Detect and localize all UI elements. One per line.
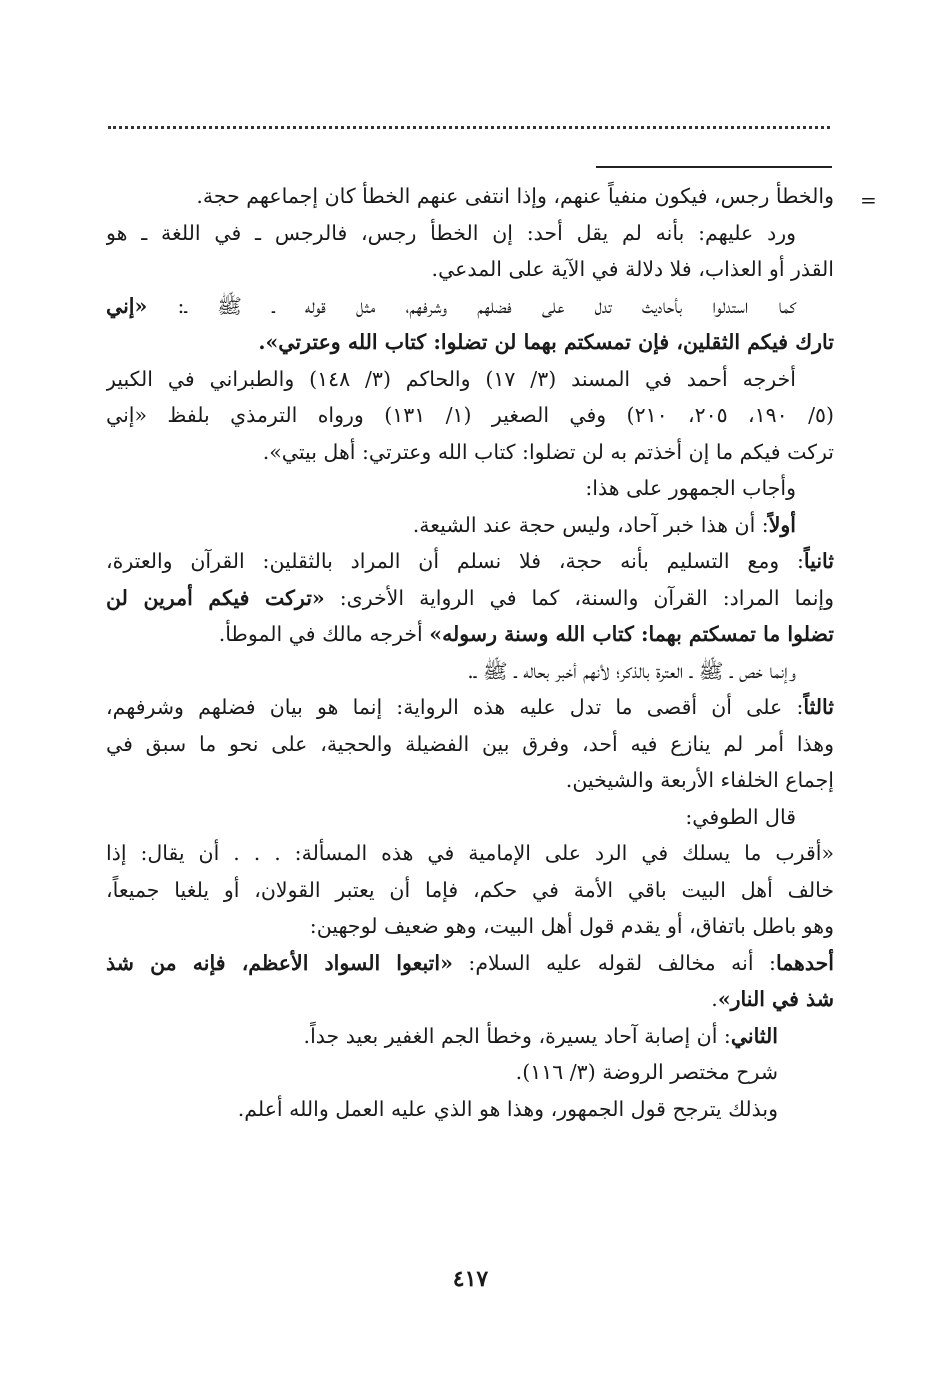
- bold-text-segment: أحدهما: [775, 950, 834, 975]
- continuation-mark: =: [860, 188, 877, 212]
- text-line: [106, 945, 834, 982]
- text-line: [106, 397, 834, 434]
- text-line: [106, 726, 834, 763]
- text-segment: : أن إصابة آحاد يسيرة، وخطأ الجم الغفير بعيد جداً.: [303, 1023, 731, 1048]
- text-line: [106, 215, 834, 252]
- text-segment: وإنما المراد: القرآن والسنة، كما في الرواية الأخرى:: [324, 585, 834, 610]
- text-line: [106, 653, 834, 690]
- text-segment: ورد عليهم: بأنه لم يقل أحد: إن الخطأ رجس، فالرجس ـ في اللغة ـ هو: [106, 220, 796, 245]
- text-segment: أخرجه مالك في الموطأ.: [218, 622, 430, 646]
- text-line: [106, 543, 834, 580]
- text-segment: خالف أهل البيت باقي الأمة في حكم، فإما أن يعتبر القولان، أو يلغيا جميعاً،: [106, 877, 834, 902]
- text-line: [106, 799, 834, 836]
- text-line: [106, 689, 834, 726]
- bold-text-segment: ثالثاً: [803, 695, 834, 719]
- text-segment: شرح مختصر الروضة (٣/ ١١٦).: [515, 1060, 778, 1084]
- text-line: [106, 470, 834, 507]
- bold-text-segment: «اتبعوا السواد الأعظم، فإنه من شذ: [106, 950, 453, 975]
- text-segment: : ومع التسليم بأنه حجة، فلا نسلم أن المراد بالثقلين: القرآن والعترة،: [106, 549, 804, 573]
- text-segment: «أقرب ما يسلك في الرد على الإمامية في هذه المسألة: . . . أن يقال: إذا: [106, 841, 834, 865]
- text-segment: تركت فيكم ما إن أخذتم به لن تضلوا: كتاب الله وعترتي: أهل بيتي».: [262, 439, 834, 464]
- page-number: ٤١٧: [452, 1266, 489, 1292]
- text-segment: : أن هذا خبر آحاد، وليس حجة عند الشيعة.: [412, 512, 769, 537]
- text-line: [106, 251, 834, 288]
- text-segment: إجماع الخلفاء الأربعة والشيخين.: [565, 768, 834, 792]
- text-segment: والخطأ رجس، فيكون منفياً عنهم، وإذا انتفى عنهم الخطأ كان إجماعهم حجة.: [196, 184, 834, 208]
- text-segment: كما استدلوا بأحاديث تدل على فضلهم وشرفهم، مثل قوله ـ ﷺ ـ:: [147, 293, 796, 318]
- text-segment: : على أن أقصى ما تدل عليه هذه الرواية: إنما هو بيان فضلهم وشرفهم،: [106, 695, 804, 719]
- bold-text-segment: تضلوا ما تمسكتم بهما: كتاب الله وسنة رسوله»: [429, 622, 834, 646]
- text-segment: أخرجه أحمد في المسند (٣/ ١٧) والحاكم (٣/ ١٤٨) والطبراني في الكبير: [106, 366, 796, 391]
- text-segment: : أنه مخالف لقوله عليه السلام:: [452, 950, 776, 975]
- footnote-text-block: [106, 178, 834, 1127]
- text-line: [106, 981, 834, 1018]
- text-segment: وأجاب الجمهور على هذا:: [585, 476, 796, 500]
- text-line: [106, 288, 834, 325]
- text-line: [106, 1091, 834, 1128]
- bold-text-segment: شذ في النار»: [717, 987, 834, 1011]
- bold-text-segment: «إني: [106, 293, 148, 318]
- text-line: [106, 616, 834, 653]
- text-line: [106, 178, 834, 215]
- text-segment: وإنما خص ـ ﷺ ـ العترة بالذكر؛ لأنهم أخبر بحاله ـ ﷺ ـ.: [467, 658, 796, 683]
- text-line: [106, 872, 834, 909]
- text-segment: وبذلك يترجح قول الجمهور، وهذا هو الذي عليه العمل والله أعلم.: [237, 1096, 778, 1121]
- text-line: [106, 434, 834, 471]
- bold-text-segment: تارك فيكم الثقلين، فإن تمسكتم بهما لن تضلوا: كتاب الله وعترتي».: [258, 330, 834, 354]
- text-segment: (٥/ ١٩٠، ٢٠٥، ٢١٠) وفي الصغير (١/ ١٣١) ورواه الترمذي بلفظ «إني: [106, 403, 834, 427]
- text-segment: وهذا أمر لم ينازع فيه أحد، وفرق بين الفضيلة والحجية، على نحو ما سبق في: [106, 731, 834, 756]
- text-line: [106, 361, 834, 398]
- bold-text-segment: أولاً: [768, 512, 796, 537]
- text-line: [106, 1054, 834, 1091]
- text-line: [106, 580, 834, 617]
- text-line: [106, 507, 834, 544]
- text-line: [106, 324, 834, 361]
- bold-text-segment: الثاني: [730, 1023, 778, 1048]
- text-line: [106, 908, 834, 945]
- text-line: [106, 835, 834, 872]
- text-line: [106, 1018, 834, 1055]
- header-dotted-rule: [108, 126, 830, 129]
- text-segment: .: [711, 987, 718, 1011]
- text-segment: وهو باطل باتفاق، أو يقدم قول أهل البيت، وهو ضعيف لوجهين:: [309, 914, 834, 938]
- bold-text-segment: ثانياً: [803, 549, 834, 573]
- bold-text-segment: «تركت فيكم أمرين لن: [106, 585, 325, 610]
- footnote-separator-rule: [596, 166, 832, 168]
- text-segment: قال الطوفي:: [685, 804, 796, 829]
- text-line: [106, 762, 834, 799]
- text-segment: القذر أو العذاب، فلا دلالة في الآية على المدعي.: [431, 257, 834, 281]
